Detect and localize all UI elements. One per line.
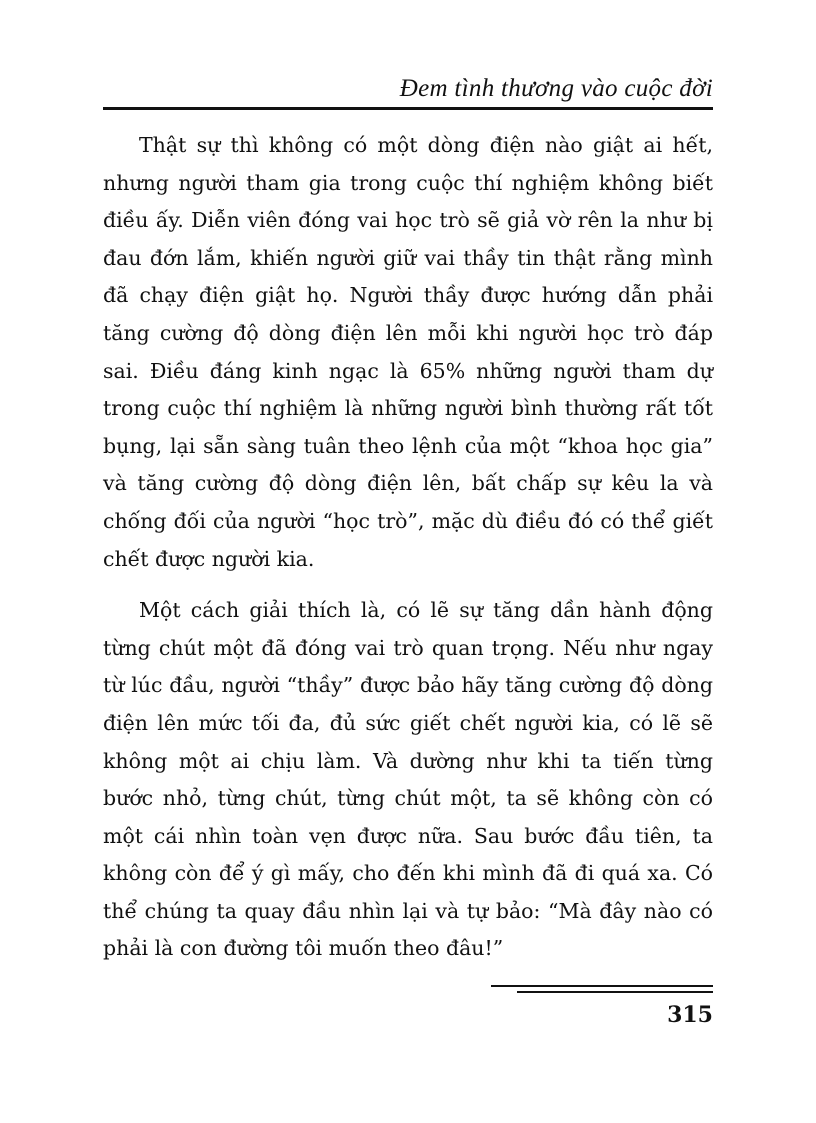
paragraph-2: Một cách giải thích là, có lẽ sự tăng dần hành động từng chút một đã đóng vai trò quan trọng. Nếu như ngay từ lúc đầu, người “thầy” được bảo hãy tăng cường độ dòng điện lên mức tối đa, đủ sức giết chết người kia, có lẽ sẽ không một ai chịu làm. Và dường như khi ta tiến từng bước nhỏ, từng chút, từng chút một, ta sẽ không còn có một cái nhìn toàn vẹn được nữa. Sau bước đầu tiên, ta không còn để ý gì mấy, cho đến khi mình đã đi quá xa. Có thể chúng ta quay đầu nhìn lại và tự bảo: “Mà đây nào có phải là con đường tôi muốn theo đâu!” bbox=[103, 598, 713, 961]
header-rule bbox=[103, 107, 713, 110]
page-number: 315 bbox=[667, 1002, 713, 1028]
paragraph-1: Thật sự thì không có một dòng điện nào giật ai hết, nhưng người tham gia trong cuộc thí nghiệm không biết điều ấy. Diễn viên đóng vai học trò sẽ giả vờ rên la như bị đau đớn lắm, khiến người giữ vai thầy tin thật rằng mình đã chạy điện giật họ. Người thầy được hướng dẫn phải tăng cường độ dòng điện lên mỗi khi người học trò đáp sai. Điều đáng kinh ngạc là 65% những người tham dự trong cuộc thí nghiệm là những người bình thường rất tốt bụng, lại sẵn sàng tuân theo lệnh của một “khoa học gia” và tăng cường độ dòng điện lên, bất chấp sự kêu la và chống đối của người “học trò”, mặc dù điều đó có thể giết chết được người kia. bbox=[103, 133, 713, 571]
footer-rule-top bbox=[491, 985, 713, 987]
footer-rule-bottom bbox=[517, 991, 713, 993]
running-header-title: Đem tình thương vào cuộc đời bbox=[399, 75, 713, 102]
body-text bbox=[103, 127, 713, 968]
